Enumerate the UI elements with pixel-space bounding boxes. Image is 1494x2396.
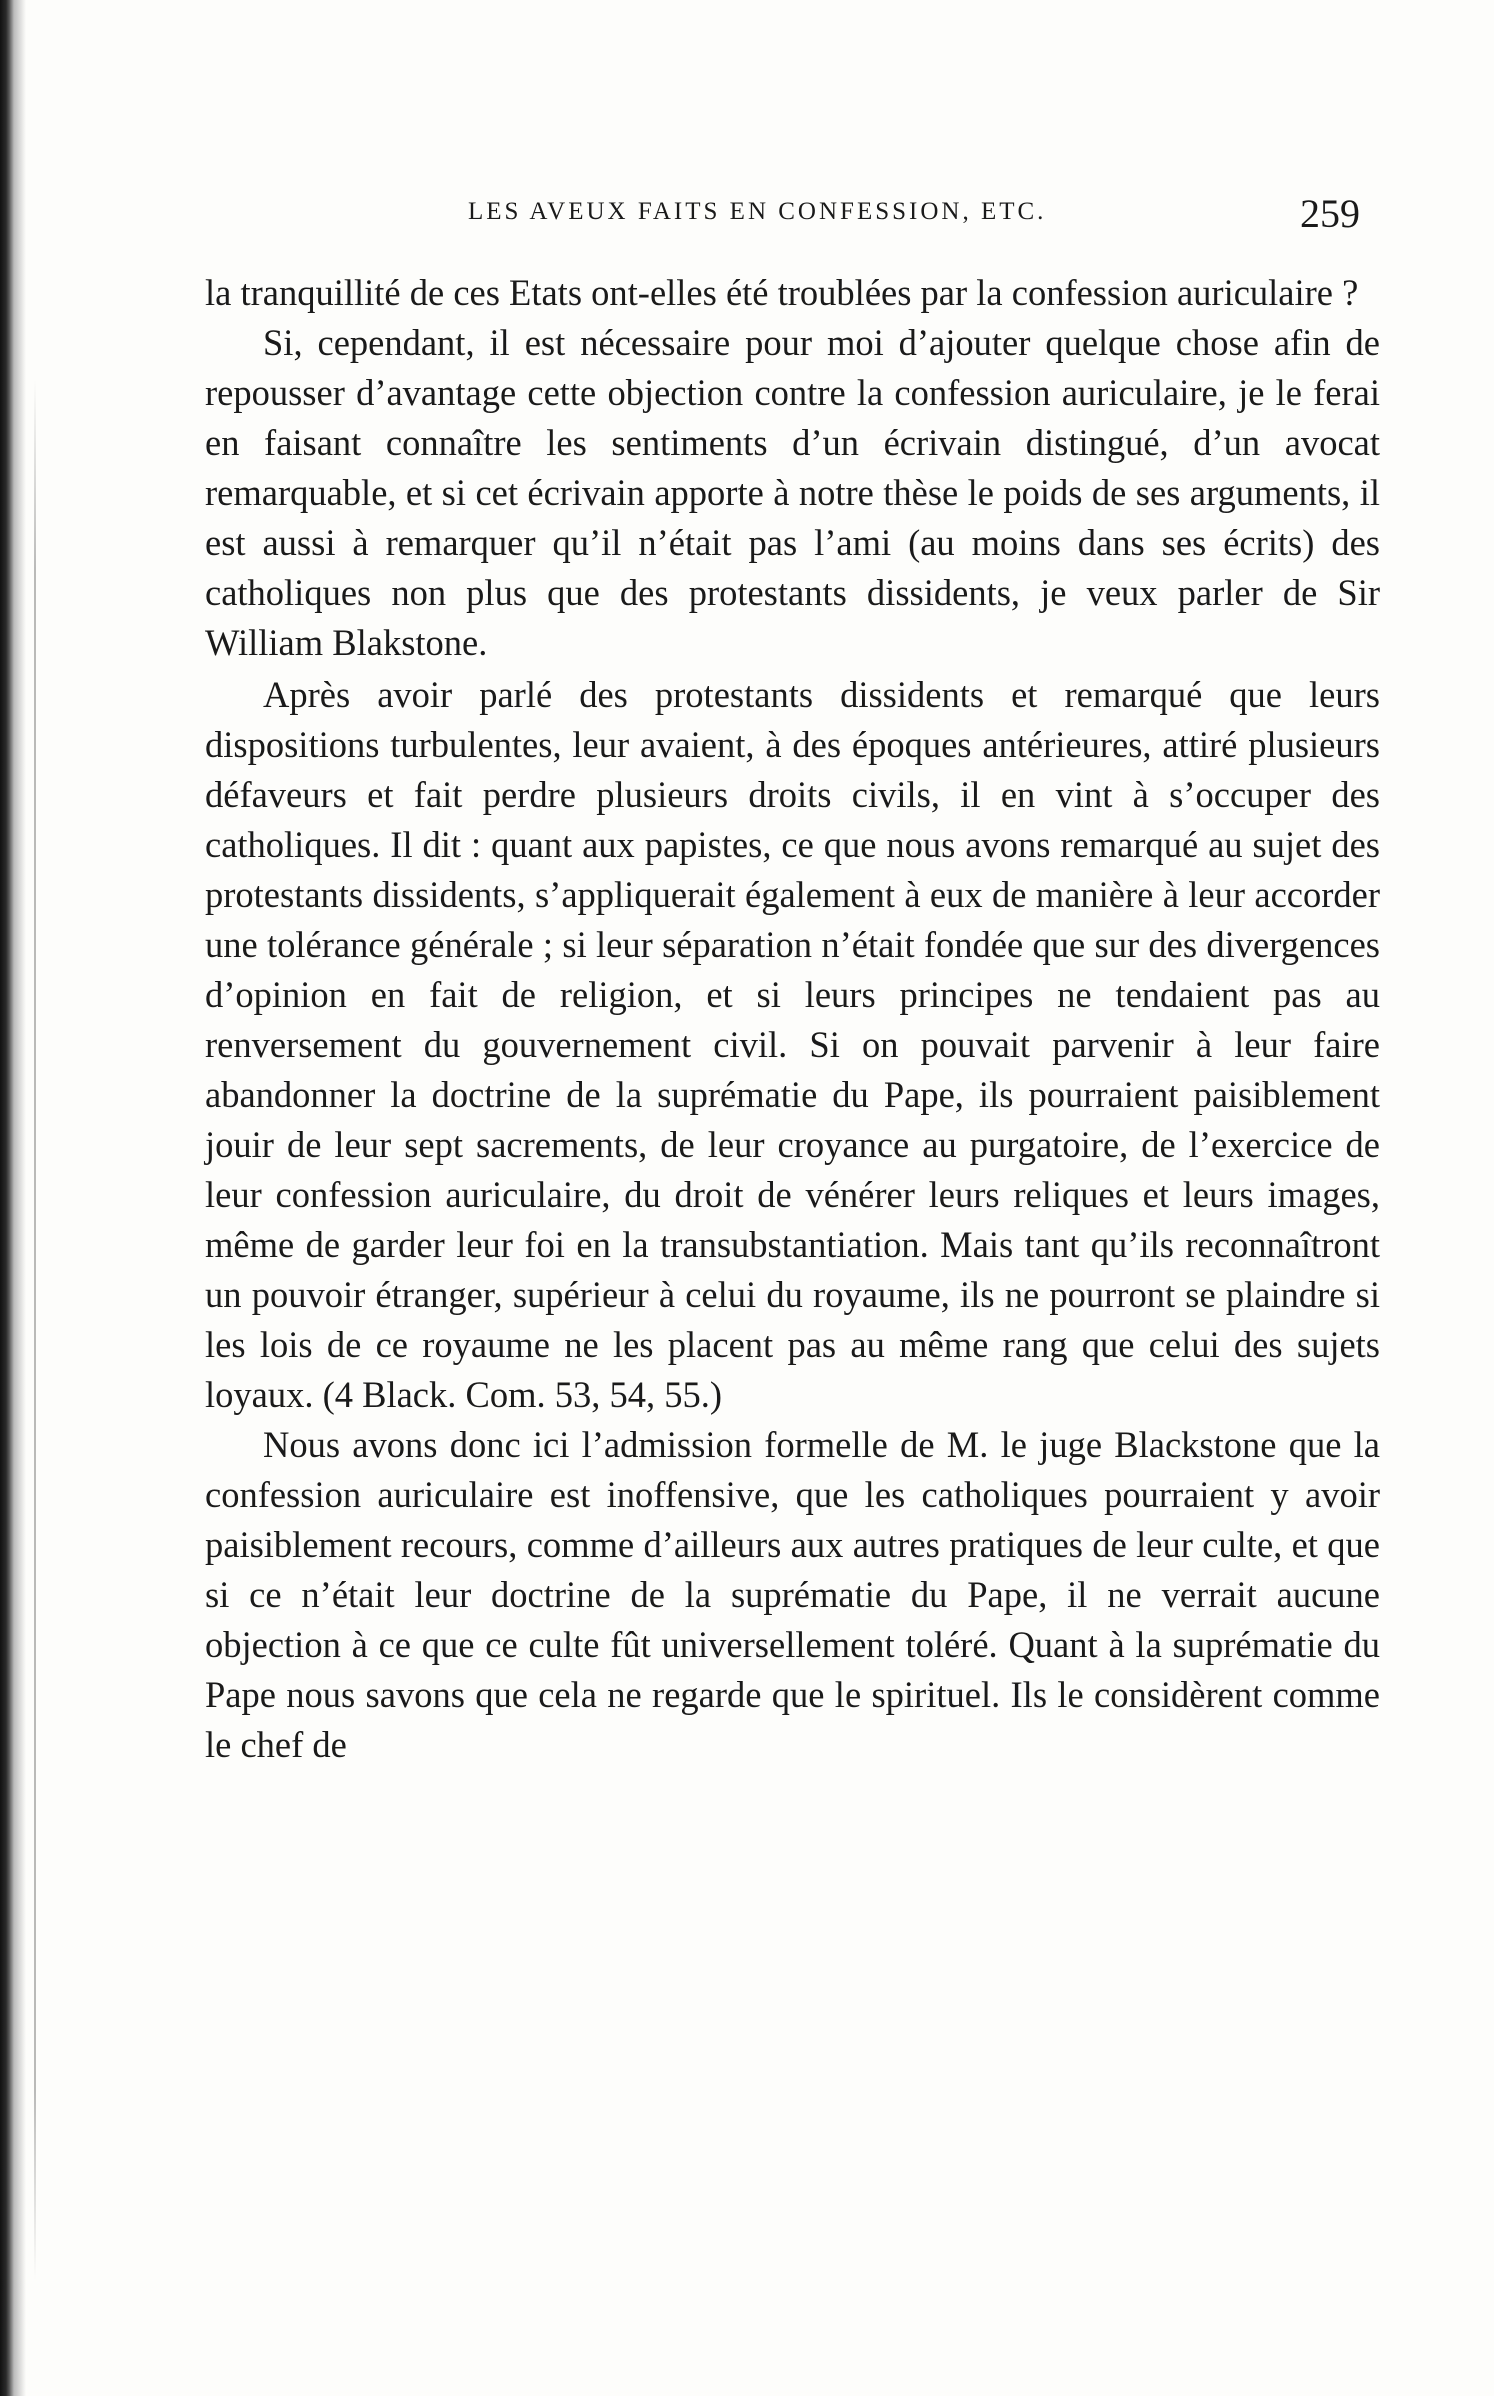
body-text [205, 268, 1380, 1770]
paragraph: Si, cependant, il est nécessaire pour moi d’ajouter quelque chose afin de repousser d’avantage cette objection contre la confession auriculaire, je le ferai en faisant connaître les sentiments d’un écrivain distingué, d’un avocat remarquable, et si cet écrivain apporte à notre thèse le poids de ses arguments, il est aussi à remarquer qu’il n’était pas l’ami (au moins dans ses écrits) des catholiques non plus que des protestants dissidents, je veux parler de Sir William Blakstone. [205, 322, 1380, 663]
paragraph-continuation: la tranquillité de ces Etats ont-elles été troublées par la confession auriculaire ? [205, 272, 1359, 313]
paragraph: Nous avons donc ici l’admission formelle de M. le juge Blackstone que la confession auriculaire est inoffensive, que les catholiques pourraient y avoir paisiblement recours, comme d’ailleurs aux autres pratiques de leur culte, et que si ce n’était leur doctrine de la suprématie du Pape, il ne verrait aucune objection à ce que ce culte fût universellement toléré. Quant à la suprématie du Pape nous savons que cela ne regarde que le spirituel. Ils le considèrent comme le chef de [205, 1424, 1380, 1765]
binding-shadow [34, 380, 36, 2280]
running-head: LES AVEUX FAITS EN CONFESSION, ETC. [468, 198, 1047, 225]
page-header [200, 190, 1380, 250]
page-number: 259 [1300, 191, 1360, 236]
paragraph: Après avoir parlé des protestants dissidents et remarqué que leurs dispositions turbulentes, leur avaient, à des époques antérieures, attiré plusieurs défaveurs et fait perdre plusieurs droits civils, il en vint à s’occuper des catholiques. Il dit : quant aux papistes, ce que nous avons remarqué au sujet des protestants dissidents, s’appliquerait également à eux de manière à leur accorder une tolérance générale ; si leur séparation n’était fondée que sur des divergences d’opinion en fait de religion, et si leurs principes ne tendaient pas au renversement du gouvernement civil. Si on pouvait parvenir à leur faire abandonner la doctrine de la suprématie du Pape, ils pourraient paisiblement jouir de leur sept sacrements, de leur croyance au purgatoire, de l’exercice de leur confession auriculaire, du droit de vénérer leurs reliques et leurs images, même de garder leur foi en la transubstantiation. Mais tant qu’ils reconnaîtront un pouvoir étranger, supérieur à celui du royaume, ils ne pourront se plaindre si les lois de ce royaume ne les placent pas au même rang que celui des sujets loyaux. (4 Black. Com. 53, 54, 55.) [205, 674, 1380, 1415]
binding-edge [0, 0, 26, 2396]
